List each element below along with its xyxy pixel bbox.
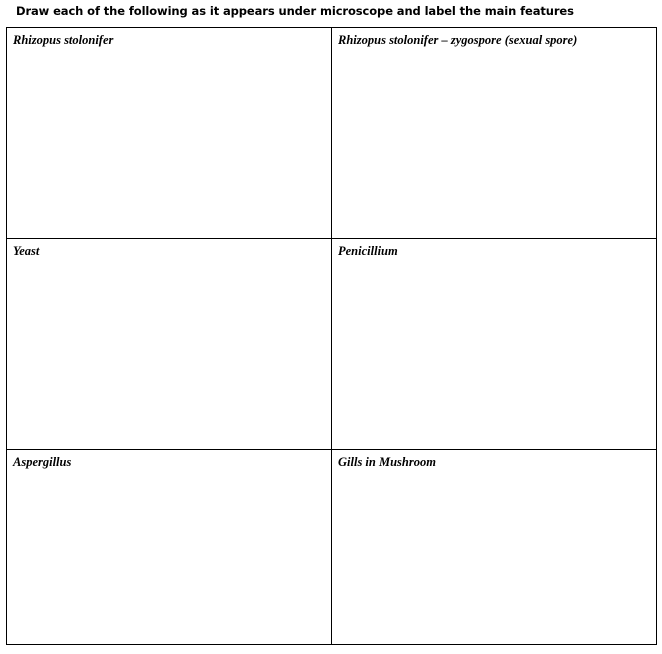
box-label: Rhizopus stolonifer bbox=[13, 33, 114, 47]
drawing-box-rhizopus-zygospore[interactable] bbox=[332, 28, 656, 239]
drawing-grid bbox=[6, 27, 657, 645]
box-label: Gills in Mushroom bbox=[338, 455, 436, 469]
box-label: Penicillium bbox=[338, 244, 398, 258]
box-label: Rhizopus stolonifer – zygospore (sexual spore) bbox=[338, 33, 578, 47]
drawing-box-rhizopus-stolonifer[interactable] bbox=[7, 28, 332, 239]
box-label: Aspergillus bbox=[13, 455, 72, 469]
drawing-box-gills-in-mushroom[interactable] bbox=[332, 450, 656, 644]
drawing-box-yeast[interactable] bbox=[7, 239, 332, 450]
drawing-box-aspergillus[interactable] bbox=[7, 450, 332, 644]
instructions-heading: Draw each of the following as it appears under microscope and label the main features bbox=[16, 4, 574, 18]
drawing-box-penicillium[interactable] bbox=[332, 239, 656, 450]
box-label: Yeast bbox=[13, 244, 40, 258]
